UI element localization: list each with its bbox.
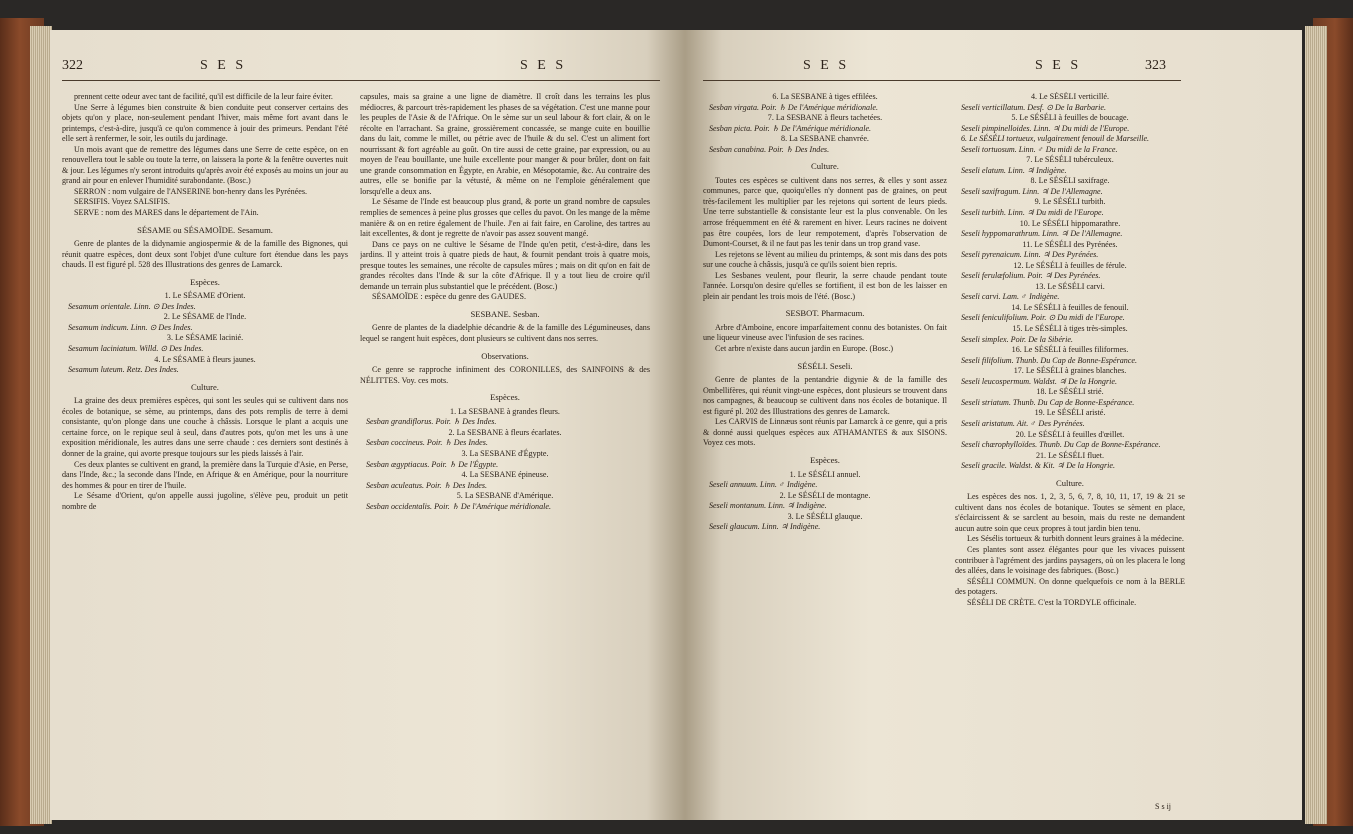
species-entry: Sesamum laciniatum. Willd. ⊙ Des Indes. [68, 344, 204, 354]
paragraph: Les rejetons se lèvent au milieu du printemps, & sont mis dans des pots sur une couche à châssis, jusqu'à ce qu'ils soient bien repris. [703, 249, 947, 270]
species-entry: 3. La SESBANE d'Égypte. [461, 448, 549, 458]
species-entry: 14. Le SÉSÉLI à feuilles de fenouil. [1011, 302, 1129, 312]
species-entry: Seseli leucospermum. Waldst. ♃ De la Hongrie. [961, 376, 1117, 386]
species-entry: 3. Le SÉSAME lacinié. [166, 333, 244, 343]
species-entry: Sesban canabina. Poir. ♄ Des Indes. [709, 144, 830, 154]
species-entry: Seseli verticillatum. Desf. ⊙ De la Barbarie. [961, 102, 1107, 112]
paragraph: Ces plantes sont assez élégantes pour que les vivaces puissent contribuer à l'agrément des jardins paysagers, où on les placera le long des allées, dans le voisinage des fabriques. (Bosc.) [955, 544, 1185, 576]
section-heading: SESBANE. Sesban. [470, 308, 540, 319]
species-entry: 6. La SESBANE à tiges effilées. [772, 92, 878, 101]
right-page [685, 30, 1302, 820]
paragraph: Toutes ces espèces se cultivent dans nos serres, & elles y sont assez communes, parce que, quoiqu'elles n'y donnent pas de graines, on peut très-facilement les multiplier par les rejetons qui sortent de leurs pieds. Une terre substantielle & consistante leur est la plus convenable. On les arrose fréquemment en été & rarement en hiver. Leurs racines ne doivent pas être coupées, lors de leur rempotement, d'après l'observation de Dumont-Courset, & il ne faut pas les tenir dans un trop grand vase. [703, 175, 947, 249]
species-entry: 1. La SESBANE à grandes fleurs. [450, 406, 560, 416]
page-number: 322 [62, 58, 83, 73]
species-entry: Sesamum orientale. Linn. ⊙ Des Indes. [68, 301, 196, 311]
species-entry: 8. Le SÉSÉLI saxifrage. [1030, 176, 1110, 186]
species-entry: 7. La SESBANE à fleurs tachetées. [767, 113, 883, 123]
species-entry: 12. Le SÉSÉLI à feuilles de férule. [1013, 260, 1127, 270]
species-entry: Sesban ægyptiacus. Poir. ♄ De l'Égypte. [366, 459, 499, 469]
species-entry: 4. Le SÉSAME à fleurs jaunes. [154, 354, 256, 364]
species-entry: 5. La SESBANE d'Amérique. [456, 491, 554, 501]
section-heading: SESBOT. Pharmacum. [785, 308, 865, 319]
paragraph: Genre de plantes de la pentandrie digynie & de la famille des Ombellifères, qui réunit vingt-une espèces, dont plusieurs se trouvent dans nos campagnes, & beaucoup se cultivent dans nos écoles de botanique. Il est figuré pl. 202 des Illustrations des genres de Lamarck. [703, 375, 947, 416]
section-heading: Espèces. [190, 276, 220, 287]
species-entry: 9. Le SÉSÉLI turbith. [1034, 197, 1106, 207]
species-entry: Seseli feniculifolium. Poir. ⊙ Du midi de l'Europe. [961, 313, 1125, 323]
species-entry: Seseli aristatum. Ait. ♂ Des Pyrénées. [961, 418, 1085, 428]
species-entry: Seseli pimpinelloides. Linn. ♃ Du midi de l'Europe. [961, 123, 1130, 133]
species-entry: 7. Le SÉSÉLI tubérculeux. [1026, 155, 1114, 165]
species-entry: Seseli carvi. Lam. ♂ Indigène. [961, 292, 1060, 302]
species-entry: Sesban coccineus. Poir. ♄ Des Indes. [366, 438, 488, 448]
paragraph: Genre de plantes de la didynamie angiospermie & de la famille des Bignones, qui réunit quatre espèces, dont deux sont l'objet d'une culture fort étendue dans les pays chauds. Il est figuré pl. 528 des Illustrations des genres de Lamarck. [62, 239, 348, 270]
species-entry: Seseli elatum. Linn. ♃ Indigène. [961, 165, 1067, 175]
species-entry: Sesamum luteum. Retz. Des Indes. [68, 365, 179, 375]
species-entry: Seseli gracile. Waldst. & Kit. ♃ De la Hongrie. [961, 461, 1115, 471]
header-rule [62, 80, 660, 81]
paragraph: SERSIFIS. Voyez SALSIFIS. [74, 197, 170, 207]
running-head-left: S E S [200, 58, 247, 73]
paragraph: Une Serre à légumes bien construite & bien conduite peut conserver certains des objets qu'on y place, non-seulement pendant l'hiver, mais même fort avant dans le printemps, c'est-à-dire, jusqu'à ce qu'on commence à jouir des primeurs. Pendant l'été elle sert à renfermer, le soir, les outils du jardinage. [62, 102, 348, 144]
paragraph: Cet arbre n'existe dans aucun jardin en Europe. (Bosc.) [715, 344, 894, 354]
species-entry: Seseli annuum. Linn. ♂ Indigène. [709, 480, 818, 490]
species-entry: Seseli turbith. Linn. ♃ Du midi de l'Europe. [961, 208, 1104, 218]
text-column-1 [703, 92, 947, 817]
species-entry: 2. La SESBANE à fleurs écarlates. [448, 427, 562, 437]
species-entry: 4. Le SÉSÉLI verticillé. [1031, 92, 1109, 101]
paragraph: Un mois avant que de remettre des légumes dans une Serre de cette espèce, on en renouvellera tout le sable ou toute la terre, on laissera la porte & la fenêtre ouvertes nuit & jour. Les légumes n'y seront introduits qu'après avoir été exposés au moins un jour au grand air pour en enlever l'humidité surabondante. (Bosc.) [62, 144, 348, 186]
species-entry: Sesban picta. Poir. ♄ De l'Amérique méridionale. [709, 123, 872, 133]
paragraph: SERRON : nom vulgaire de l'ANSERINE bon-henry dans les Pyrénées. [74, 186, 307, 196]
species-entry: 16. Le SÉSÉLI à feuilles filiformes. [1011, 345, 1129, 355]
species-entry: Sesban grandiflorus. Poir. ♄ Des Indes. [366, 417, 497, 427]
species-entry: Seseli glaucum. Linn. ♃ Indigène. [709, 522, 821, 532]
section-heading: SÉSÉLI. Seseli. [797, 360, 853, 371]
paragraph: SÉSÉLI DE CRÈTE. C'est la TORDYLE officinale. [967, 597, 1137, 607]
species-entry: Seseli simplex. Poir. De la Sibérie. [961, 334, 1073, 344]
species-entry: Seseli striatum. Thunb. Du Cap de Bonne-Espérance. [961, 397, 1135, 407]
species-entry: Seseli chærophylloïdes. Thunb. Du Cap de Bonne-Espérance. [961, 440, 1161, 450]
species-entry: 11. Le SÉSÉLI des Pyrénées. [1022, 239, 1118, 249]
species-entry: 6. Le SÉSÉLI tortueux, vulgairement fenouil de Marseille. [961, 134, 1150, 144]
species-entry: 17. Le SÉSÉLI à graines blanches. [1013, 366, 1127, 376]
running-head-right: S E S [520, 58, 567, 73]
text-column-2 [955, 92, 1185, 817]
paragraph: Les Sesbanes veulent, pour fleurir, la serre chaude pendant toute l'année. Lorsqu'on desire qu'elles se fortifient, il est bon de les laisser en plein air pendant les trois mois de l'été. (Bosc.) [703, 270, 947, 301]
species-entry: 10. Le SÉSÉLI hippomarathre. [1019, 218, 1121, 228]
page-edges-right [1305, 26, 1327, 824]
species-entry: 3. Le SÉSÉLI glauque. [787, 511, 863, 521]
text-column-1 [62, 92, 348, 817]
section-heading: SÉSAME ou SÉSAMOÏDE. Sesamum. [137, 224, 273, 235]
paragraph: Les espèces des nos. 1, 2, 3, 5, 6, 7, 8, 10, 11, 17, 19 & 21 se cultivent dans nos écoles de botanique. Toutes se sèment en place, s'éclaircissent & se sarclent au besoin, mais du reste ne demandent aucun autre soin que ceux propres à tout jardin bien tenu. [955, 492, 1185, 533]
species-entry: 4. La SESBANE épineuse. [461, 470, 549, 480]
species-entry: Seseli filifolium. Thunb. Du Cap de Bonne-Espérance. [961, 355, 1138, 365]
species-entry: 1. Le SÉSÉLI annuel. [789, 469, 861, 479]
paragraph: SERVE : nom des MARES dans le département de l'Ain. [74, 208, 259, 218]
page-number: 323 [1145, 58, 1166, 73]
paragraph: Les Sésélis tortueux & turbith donnent leurs graines à la médecine. [967, 534, 1184, 544]
species-entry: Sesban virgata. Poir. ♄ De l'Amérique méridionale. [709, 102, 878, 112]
paragraph: Les CARVIS de Linnæus sont réunis par Lamarck à ce genre, qui a pris & donné aussi quelques espèces aux ATHAMANTES & aux SISONS. Voyez ces mots. [703, 417, 947, 448]
species-entry: 15. Le SÉSÉLI à tiges très-simples. [1012, 324, 1128, 334]
running-head-right: S E S [1035, 58, 1082, 73]
species-entry: Seseli montanum. Linn. ♃ Indigène. [709, 501, 827, 511]
paragraph: Genre de plantes de la diadelphie décandrie & de la famille des Légumineuses, dans lequel se rangent huit espèces, dont plusieurs se cultivent dans nos serres. [360, 323, 650, 344]
section-heading: Observations. [481, 350, 529, 361]
paragraph: SÉSAMOÏDE : espèce du genre des GAUDES. [372, 292, 526, 302]
paragraph: Dans ce pays on ne cultive le Sésame de l'Inde qu'en petit, c'est-à-dire, dans les jardins. Il y atteint trois à quatre pieds de haut, & fournit pendant trois à quatre mois, presque toutes les semaines, une récolte de capsules mûres ; mais on dit qu'on en fait de grandes récoltes dans l'Inde & sur la côte d'Afrique. Il y a tout lieu de croire qu'il demande un terrain plus substantiel que le précédent. (Bosc.) [360, 239, 650, 291]
species-entry: Seseli saxifragum. Linn. ♃ De l'Allemagne. [961, 186, 1103, 196]
section-heading: Culture. [191, 381, 219, 392]
species-entry: Sesban occidentalis. Poir. ♄ De l'Amérique méridionale. [366, 501, 551, 511]
paragraph: SÉSÉLI COMMUN. On donne quelquefois ce nom à la BERLE des potagers. [955, 576, 1185, 597]
signature-mark: S s ij [1155, 802, 1172, 811]
species-entry: 19. Le SÉSÉLI aristé. [1034, 408, 1106, 418]
paragraph: capsules, mais sa graine a une ligne de diamètre. Il croît dans les terrains les plus médiocres, & parcourt très-rapidement les phases de sa végétation. C'est une manne pour les peuples de l'Asie & de l'Afrique. On le sème sur un seul labour & fort clair, & on le récolte en l'arrachant. Sa graine, grossièrement concassée, se mange cuite en bouillie dans du lait, comme le millet, ou pétrie avec de l'huile & du sel. C'est un aliment fort nourrissant & fort agréable au goût. On tire aussi de cette graine, par expression, ou au moyen de l'eau bouillante, une huile excellente pour manger & pour brûler, dont on fait une grande consommation en Égypte, en Arabie, en Mésopotamie, &c. Au contraire des autres, elle se bonifie par la vétusté, & même on ne l'emploie généralement que lorsqu'elle a deux ans. [360, 92, 650, 196]
paragraph: Le Sésame de l'Inde est beaucoup plus grand, & porte un grand nombre de capsules remplies de semences à peine plus grosses que celles du pavot. On les mange de la même manière & on en retire également de l'huile. J'en ai fait faire, en Caroline, des tartres au lait excellentes, & dont je regrette de n'avoir pas assez souvent mangé. [360, 197, 650, 239]
species-entry: 1. Le SÉSAME d'Orient. [164, 291, 246, 301]
species-entry: 13. Le SÉSÉLI carvi. [1035, 281, 1105, 291]
section-heading: Espèces. [490, 392, 520, 403]
species-entry: 2. Le SÉSAME de l'Inde. [163, 312, 247, 322]
species-entry: Seseli tortuosum. Linn. ♂ Du midi de la France. [961, 144, 1118, 154]
section-heading: Espèces. [810, 454, 840, 465]
species-entry: 18. Le SÉSÉLI strié. [1036, 387, 1104, 397]
paragraph: prennent cette odeur avec tant de facilité, qu'il est difficile de la leur faire éviter. [74, 92, 333, 101]
section-heading: Culture. [811, 161, 839, 172]
paragraph: Le Sésame d'Orient, qu'on appelle aussi jugoline, s'élève peu, produit un petit nombre de [62, 491, 348, 511]
species-entry: Sesban aculeatus. Poir. ♄ Des Indes. [366, 480, 488, 490]
paragraph: Arbre d'Amboine, encore imparfaitement connu des botanistes. On fait une liqueur vineuse avec l'infusion de ses racines. [703, 322, 947, 343]
species-entry: 5. Le SÉSÉLI à feuilles de boucage. [1011, 113, 1129, 123]
paragraph: Ce genre se rapproche infiniment des CORONILLES, des SAINFOINS & des NÉLITTES. Voy. ces mots. [360, 365, 650, 385]
running-head-left: S E S [803, 58, 850, 73]
paragraph: La graine des deux premières espèces, qui sont les seules qui se cultivent dans nos écoles de botanique, se sème, au printemps, dans des pots remplis de terre à demi consistante, qu'on plonge dans une couche à châssis. Lorsque le plant a acquis une certaine force, on le repique seul à seul, dans d'autres pots, qu'on met les uns à une exposition méridionale, les autres dans une serre chaude : ces derniers sont destinés à donner de la graine, qui avorte presque toujours sur les pieds laissés à l'air. [62, 396, 348, 458]
species-entry: 2. Le SÉSÉLI de montagne. [779, 490, 871, 500]
header-rule [703, 80, 1181, 81]
species-entry: Seseli pyrenaicum. Linn. ♃ Des Pyrénées. [961, 250, 1099, 260]
species-entry: Seseli hyppomarathrum. Linn. ♃ De l'Allemagne. [961, 229, 1123, 239]
species-entry: 21. Le SÉSÉLI fluet. [1035, 450, 1105, 460]
page-edges-left [30, 26, 52, 824]
paragraph: Ces deux plantes se cultivent en grand, la première dans la Turquie d'Asie, en Perse, dans l'Inde, &c.; la seconde dans l'Inde, en Afrique & en Amérique, pour la nourriture des hommes & pour en tirer de l'huile. [62, 459, 348, 490]
section-heading: Culture. [1056, 477, 1084, 488]
text-column-2 [360, 92, 650, 817]
species-entry: 20. Le SÉSÉLI à feuilles d'œillet. [1015, 429, 1125, 439]
species-entry: Sesamum indicum. Linn. ⊙ Des Indes. [68, 322, 193, 332]
left-page [50, 30, 685, 820]
species-entry: 8. La SESBANE chanvrée. [781, 134, 869, 144]
species-entry: Seseli ferulæfolium. Poir. ♃ Des Pyrénées. [961, 271, 1101, 281]
